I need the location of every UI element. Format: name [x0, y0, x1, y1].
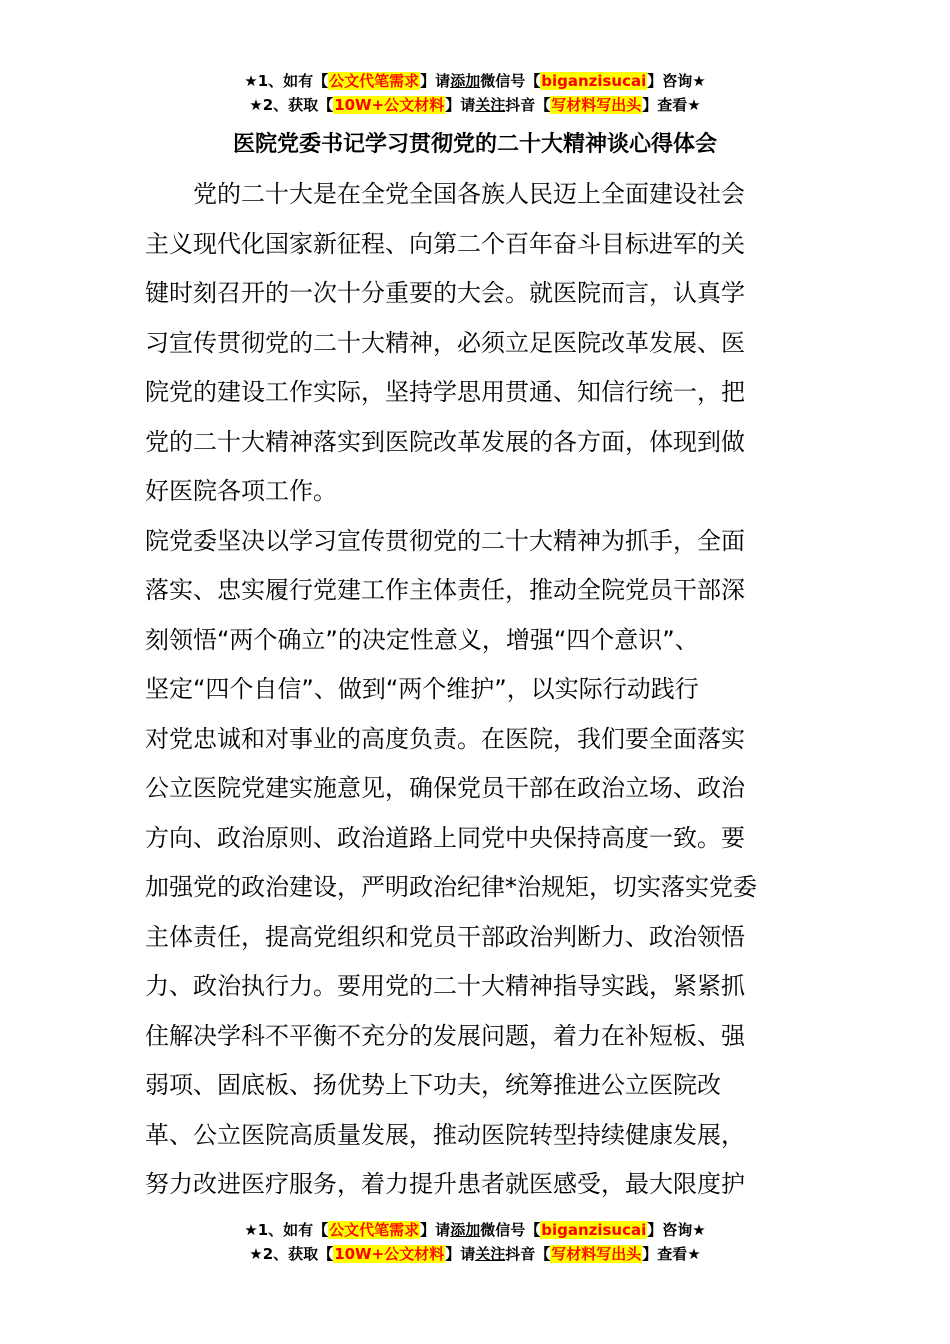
highlight-douyin: 写材料写出头: [551, 1245, 642, 1263]
banner-line-2: ★2、获取【10W+公文材料】请关注抖音【写材料写出头】查看★: [249, 96, 701, 114]
text-line: 加强党的政治建设，严明政治纪律*治规矩，切实落实党委: [145, 873, 757, 901]
text-line: 方向、政治原则、政治道路上同党中央保持高度一致。要: [145, 823, 745, 852]
text-line: 习宣传贯彻党的二十大精神，必须立足医院改革发展、医: [145, 328, 745, 357]
highlight-douyin: 写材料写出头: [551, 96, 642, 114]
text-line: 党的二十大是在全党全国各族人民迈上全面建设社会: [145, 180, 745, 208]
banner-line-2: ★2、获取【10W+公文材料】请关注抖音【写材料写出头】查看★: [249, 1245, 701, 1263]
text-line: 刻领悟“两个确立”的决定性意义，增强“四个意识”、: [145, 625, 699, 654]
text-line: 对党忠诚和对事业的高度负责。在医院，我们要全面落实: [145, 724, 745, 753]
text-line: 主体责任，提高党组织和党员干部政治判断力、政治领悟: [145, 922, 745, 951]
text-line: 坚定“四个自信”、做到“两个维护”，以实际行动践行: [145, 675, 699, 703]
text-line: 公立医院党建实施意见，确保党员干部在政治立场、政治: [145, 774, 745, 802]
text-line: 革、公立医院高质量发展，推动医院转型持续健康发展，: [145, 1120, 745, 1149]
text-line: 院党的建设工作实际，坚持学思用贯通、知信行统一，把: [145, 378, 745, 406]
text-line: 键时刻召开的一次十分重要的大会。就医院而言，认真学: [145, 279, 745, 307]
banner-line-1: ★1、如有【公文代笔需求】请添加微信号【biganzisucai】咨询★: [244, 72, 706, 90]
highlight-materials: 10W+公文材料: [334, 96, 445, 114]
text-line: 落实、忠实履行党建工作主体责任，推动全院党员干部深: [145, 576, 745, 604]
text-line: 努力改进医疗服务，着力提升患者就医感受，最大限度护: [145, 1170, 745, 1198]
text-line: 主义现代化国家新征程、向第二个百年奋斗目标进军的关: [145, 229, 745, 258]
text-line: 住解决学科不平衡不充分的发展问题，着力在补短板、强: [145, 1021, 745, 1050]
highlight-service: 公文代笔需求: [329, 1221, 420, 1239]
highlight-service: 公文代笔需求: [329, 72, 420, 90]
highlight-wechat-id: biganzisucai: [541, 1221, 647, 1239]
banner-line-1: ★1、如有【公文代笔需求】请添加微信号【biganzisucai】咨询★: [244, 1221, 706, 1239]
text-line: 好医院各项工作。: [145, 477, 337, 505]
document-body: [145, 170, 813, 1210]
text-line: 弱项、固底板、扬优势上下功夫，统筹推进公立医院改: [145, 1071, 721, 1099]
highlight-wechat-id: biganzisucai: [541, 72, 647, 90]
text-line: 力、政治执行力。要用党的二十大精神指导实践，紧紧抓: [145, 972, 745, 1000]
highlight-materials: 10W+公文材料: [334, 1245, 445, 1263]
text-line: 党的二十大精神落实到医院改革发展的各方面，体现到做: [145, 427, 745, 456]
text-line: 院党委坚决以学习宣传贯彻党的二十大精神为抓手，全面: [145, 526, 745, 555]
document-title: 医院党委书记学习贯彻党的二十大精神谈心得体会: [232, 132, 717, 157]
footer-banner: [0, 1218, 950, 1266]
header-banner: [0, 69, 950, 117]
